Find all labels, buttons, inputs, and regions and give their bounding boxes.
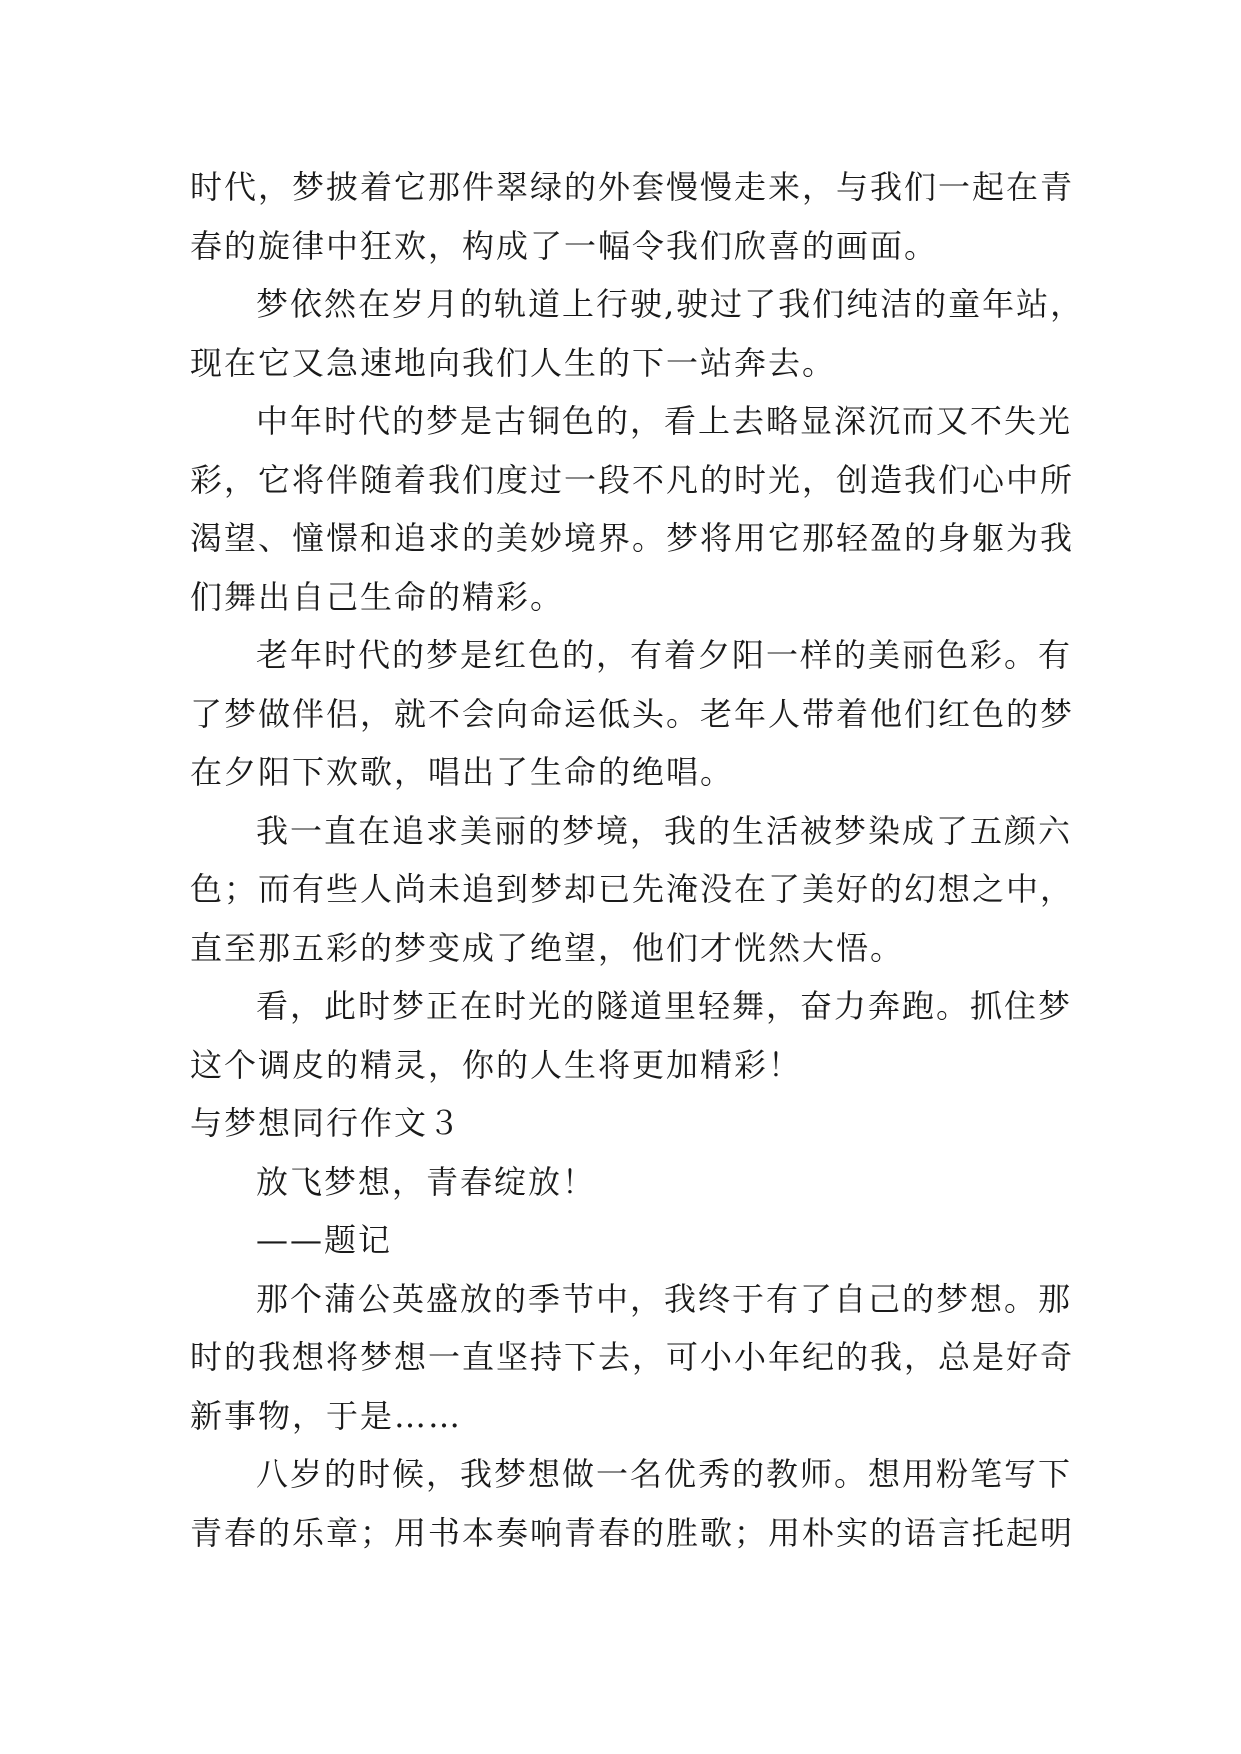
text-line: 渴望、憧憬和追求的美妙境界。梦将用它那轻盈的身躯为我 (190, 519, 1075, 557)
paragraph-start-line: 老年时代的梦是红色的，有着夕阳一样的美丽色彩。有 (256, 636, 1073, 674)
text-line: 时代，梦披着它那件翠绿的外套慢慢走来，与我们一起在青 (190, 168, 1075, 206)
paragraph-start-line: 中年时代的梦是古铜色的，看上去略显深沉而又不失光 (256, 402, 1073, 440)
essay-body (190, 158, 1090, 1562)
text-line: 们舞出自己生命的精彩。 (190, 577, 565, 616)
paragraph-start-line: 梦依然在岁月的轨道上行驶,驶过了我们纯洁的童年站， (256, 285, 1085, 323)
paragraph-start-line: 看，此时梦正在时光的隧道里轻舞，奋力奔跑。抓住梦 (256, 987, 1073, 1025)
text-line: 时的我想将梦想一直坚持下去，可小小年纪的我，总是好奇 (190, 1338, 1075, 1376)
section-heading: 与梦想同行作文３ (190, 1104, 463, 1142)
text-line: 这个调皮的精灵，你的人生将更加精彩！ (190, 1045, 803, 1084)
text-line: 春的旋律中狂欢，构成了一幅令我们欣喜的画面。 (190, 226, 939, 265)
paragraph-start-line: 我一直在追求美丽的梦境，我的生活被梦染成了五颜六 (256, 811, 1073, 850)
text-line: 在夕阳下欢歌，唱出了生命的绝唱。 (190, 753, 735, 791)
epigraph-line: 放飞梦想，青春绽放！ (256, 1162, 597, 1201)
text-line: 了梦做伴侣，就不会向命运低头。老年人带着他们红色的梦 (190, 694, 1075, 733)
paragraph-start-line: 八岁的时候，我梦想做一名优秀的教师。想用粉笔写下 (256, 1455, 1073, 1493)
epigraph-attribution: ——题记 (256, 1221, 393, 1259)
text-line: 彩，它将伴随着我们度过一段不凡的时光，创造我们心中所 (190, 460, 1075, 499)
paragraph-start-line: 那个蒲公英盛放的季节中，我终于有了自己的梦想。那 (256, 1279, 1073, 1318)
text-line: 色；而有些人尚未追到梦却已先淹没在了美好的幻想之中， (190, 870, 1075, 908)
text-line: 新事物，于是…… (190, 1396, 463, 1435)
text-line: 现在它又急速地向我们人生的下一站奔去。 (190, 343, 837, 382)
text-line: 青春的乐章；用书本奏响青春的胜歌；用朴实的语言托起明 (190, 1513, 1075, 1552)
text-line: 直至那五彩的梦变成了绝望，他们才恍然大悟。 (190, 928, 905, 967)
